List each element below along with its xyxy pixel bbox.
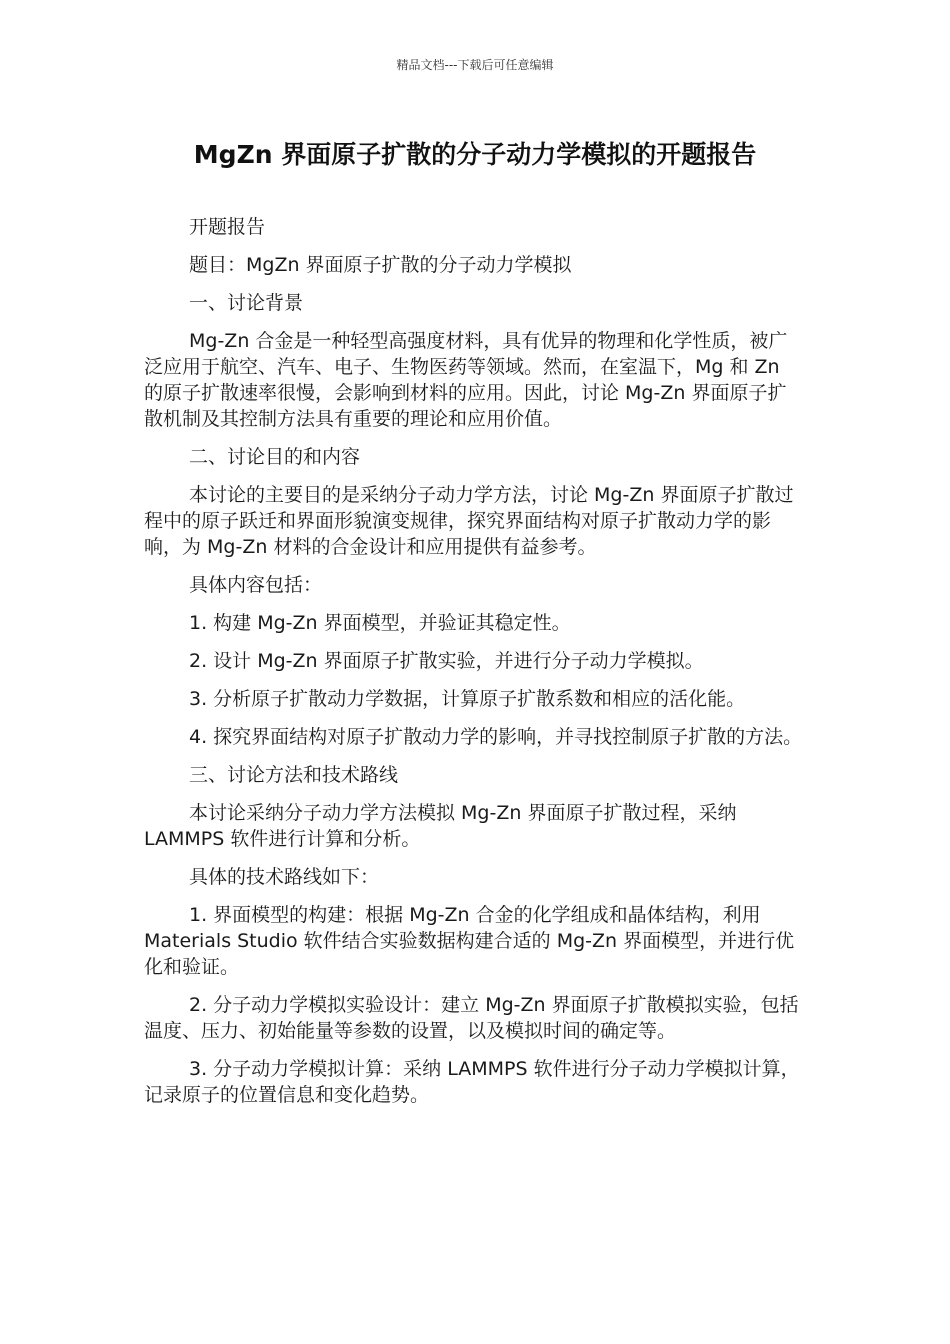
report-label: 开题报告 [189, 216, 266, 238]
section-heading-background: 一、讨论背景 [189, 292, 304, 314]
purpose-paragraph: 本讨论的主要目的是采纳分子动力学方法，讨论 Mg-Zn 界面原子扩散过程中的原子跃迁和界面形貌演变规律，探究界面结构对原子扩散动力学的影响，为 Mg-Zn 材料的合金设计和应用提供有益参考。 [144, 484, 794, 558]
page-header-note: 精品文档---下载后可任意编辑 [396, 58, 554, 72]
background-paragraph: Mg-Zn 合金是一种轻型高强度材料，具有优异的物理和化学性质，被广泛应用于航空、汽车、电子、生物医药等领域。然而，在室温下，Mg 和 Zn 的原子扩散速率很慢，会影响到材料的应用。因此，讨论 Mg-Zn 界面原子扩散机制及其控制方法具有重要的理论和应用价值。 [144, 330, 788, 430]
route-item-2: 2. 分子动力学模拟实验设计：建立 Mg-Zn 界面原子扩散模拟实验，包括温度、压力、初始能量等参数的设置，以及模拟时间的确定等。 [144, 994, 799, 1042]
section-heading-methods: 三、讨论方法和技术路线 [189, 764, 399, 786]
route-item-3: 3. 分子动力学模拟计算：采纳 LAMMPS 软件进行分子动力学模拟计算，记录原子的位置信息和变化趋势。 [144, 1058, 800, 1106]
content-intro: 具体内容包括： [189, 574, 323, 596]
report-topic: 题目：MgZn 界面原子扩散的分子动力学模拟 [189, 254, 572, 276]
methods-paragraph: 本讨论采纳分子动力学方法模拟 Mg-Zn 界面原子扩散过程，采纳 LAMMPS 软件进行计算和分析。 [144, 802, 737, 850]
content-item-2: 2. 设计 Mg-Zn 界面原子扩散实验，并进行分子动力学模拟。 [189, 650, 704, 672]
content-item-3: 3. 分析原子扩散动力学数据，计算原子扩散系数和相应的活化能。 [189, 688, 746, 710]
content-item-4: 4. 探究界面结构对原子扩散动力学的影响，并寻找控制原子扩散的方法。 [189, 726, 803, 748]
document-body [144, 214, 804, 1120]
content-item-1: 1. 构建 Mg-Zn 界面模型，并验证其稳定性。 [189, 612, 571, 634]
route-intro: 具体的技术路线如下： [189, 866, 380, 888]
route-item-1: 1. 界面模型的构建：根据 Mg-Zn 合金的化学组成和晶体结构，利用 Materials Studio 软件结合实验数据构建合适的 Mg-Zn 界面模型，并进行优化和验证。 [144, 904, 795, 978]
document-title: MgZn 界面原子扩散的分子动力学模拟的开题报告 [193, 140, 757, 169]
section-heading-purpose: 二、讨论目的和内容 [189, 446, 361, 468]
